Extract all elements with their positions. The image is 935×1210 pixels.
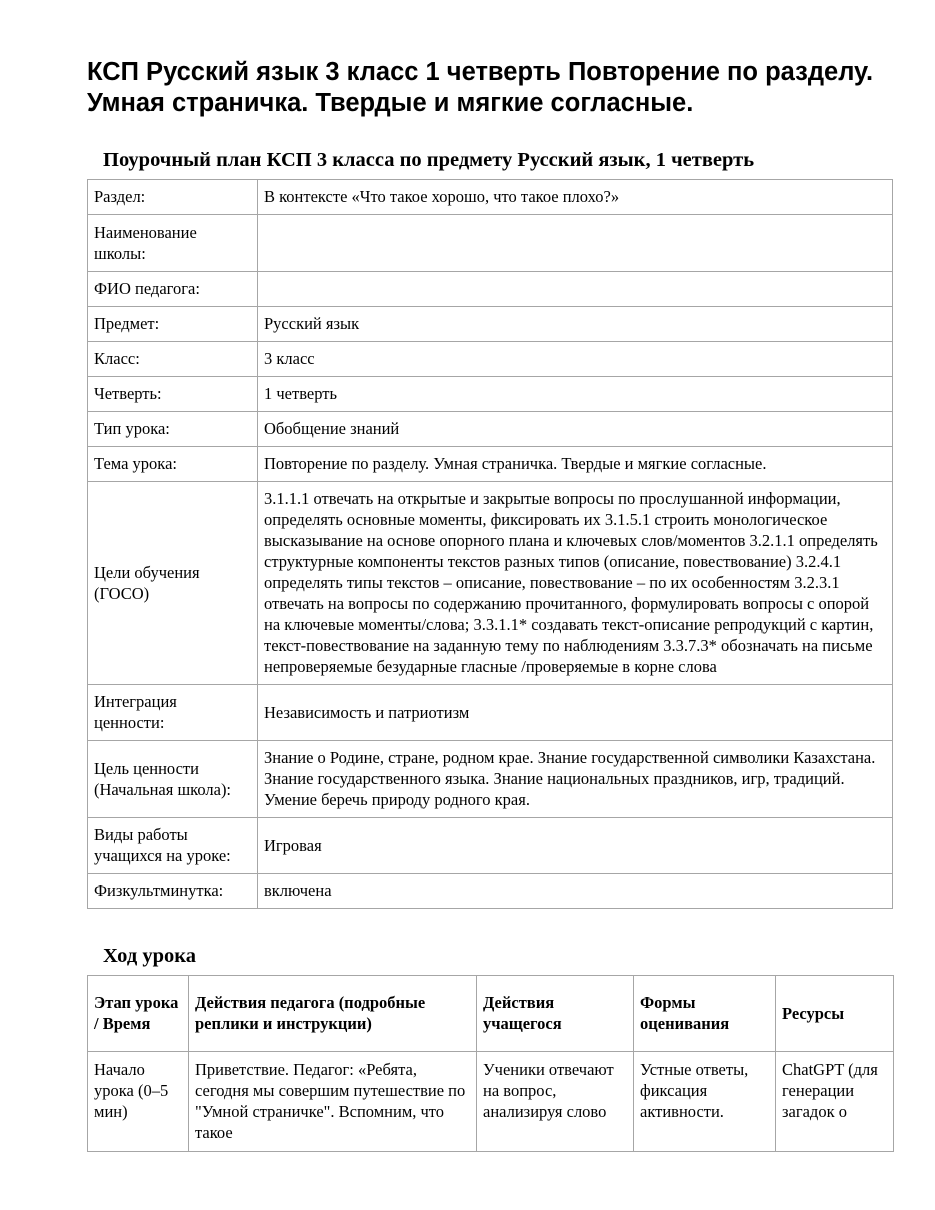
table-row	[88, 342, 893, 377]
column-header: Ресурсы	[776, 976, 894, 1052]
table-header-row	[88, 976, 894, 1052]
table-cell: Устные ответы, фиксация активности.	[634, 1052, 776, 1152]
row-label: Физкультминутка:	[88, 874, 258, 909]
table-row	[88, 1052, 894, 1152]
row-value	[258, 215, 893, 272]
row-value: Независимость и патриотизм	[258, 685, 893, 741]
table-cell: ChatGPT (для генерации загадок о	[776, 1052, 894, 1152]
table-row	[88, 482, 893, 685]
row-value: 3 класс	[258, 342, 893, 377]
table-row	[88, 818, 893, 874]
row-value: включена	[258, 874, 893, 909]
row-label: Раздел:	[88, 180, 258, 215]
row-value: 1 четверть	[258, 377, 893, 412]
row-value: Русский язык	[258, 307, 893, 342]
table-row	[88, 741, 893, 818]
row-value: 3.1.1.1 отвечать на открытые и закрытые вопросы по прослушанной информации, определять основные моменты, фиксировать их 3.1.5.1 строить монологическое высказывание на основе опорного плана и ключевых слов/моментов 3.2.1.1 определять структурные компоненты текстов разных типов (описание, повествование) 3.2.4.1 определять типы текстов – описание, повествование – по их особенностям 3.2.3.1 отвечать на вопросы по содержанию прочитанного, формулировать вопросы с опорой на ключевые моменты/слова; 3.3.1.1* создавать текст-описание репродукций с картин, текст-повествование на заданную тему по наблюдениям 3.3.7.3* обозначать на письме непроверяемые безударные гласные /проверяемые в корне слова	[258, 482, 893, 685]
lesson-progress-heading: Ход урока	[103, 945, 196, 967]
row-label: Интеграция ценности:	[88, 685, 258, 741]
row-label: Виды работы учащихся на уроке:	[88, 818, 258, 874]
row-value: Знание о Родине, стране, родном крае. Знание государственной символики Казахстана. Знание государственного языка. Знание национальных праздников, игр, традиций. Умение беречь природу родного края.	[258, 741, 893, 818]
table-row	[88, 874, 893, 909]
table-row	[88, 377, 893, 412]
row-value: Обобщение знаний	[258, 412, 893, 447]
row-label: Предмет:	[88, 307, 258, 342]
row-label: Класс:	[88, 342, 258, 377]
lesson-progress-table	[87, 975, 894, 1152]
table-row	[88, 307, 893, 342]
row-label: Тема урока:	[88, 447, 258, 482]
row-label: Тип урока:	[88, 412, 258, 447]
row-value: Повторение по разделу. Умная страничка. Твердые и мягкие согласные.	[258, 447, 893, 482]
table-cell: Начало урока (0–5 мин)	[88, 1052, 189, 1152]
row-label: Четверть:	[88, 377, 258, 412]
table-cell: Приветствие. Педагог: «Ребята, сегодня мы совершим путешествие по "Умной страничке". Вспомним, что такое	[189, 1052, 477, 1152]
table-row	[88, 447, 893, 482]
column-header: Действия учащегося	[477, 976, 634, 1052]
column-header: Этап урока / Время	[88, 976, 189, 1052]
row-label: Цель ценности (Начальная школа):	[88, 741, 258, 818]
column-header: Действия педагога (подробные реплики и инструкции)	[189, 976, 477, 1052]
row-label: Цели обучения (ГОСО)	[88, 482, 258, 685]
table-row	[88, 685, 893, 741]
table-row	[88, 180, 893, 215]
row-value	[258, 272, 893, 307]
table-cell: Ученики отвечают на вопрос, анализируя слово	[477, 1052, 634, 1152]
column-header: Формы оценивания	[634, 976, 776, 1052]
row-label: Наименование школы:	[88, 215, 258, 272]
table-row	[88, 272, 893, 307]
table-row	[88, 412, 893, 447]
table-row	[88, 215, 893, 272]
document-title: КСП Русский язык 3 класс 1 четверть Повторение по разделу. Умная страничка. Твердые и мягкие согласные.	[87, 58, 874, 117]
plan-heading: Поурочный план КСП 3 класса по предмету Русский язык, 1 четверть	[103, 149, 755, 171]
row-label: ФИО педагога:	[88, 272, 258, 307]
lesson-info-table	[87, 179, 893, 909]
row-value: В контексте «Что такое хорошо, что такое плохо?»	[258, 180, 893, 215]
row-value: Игровая	[258, 818, 893, 874]
